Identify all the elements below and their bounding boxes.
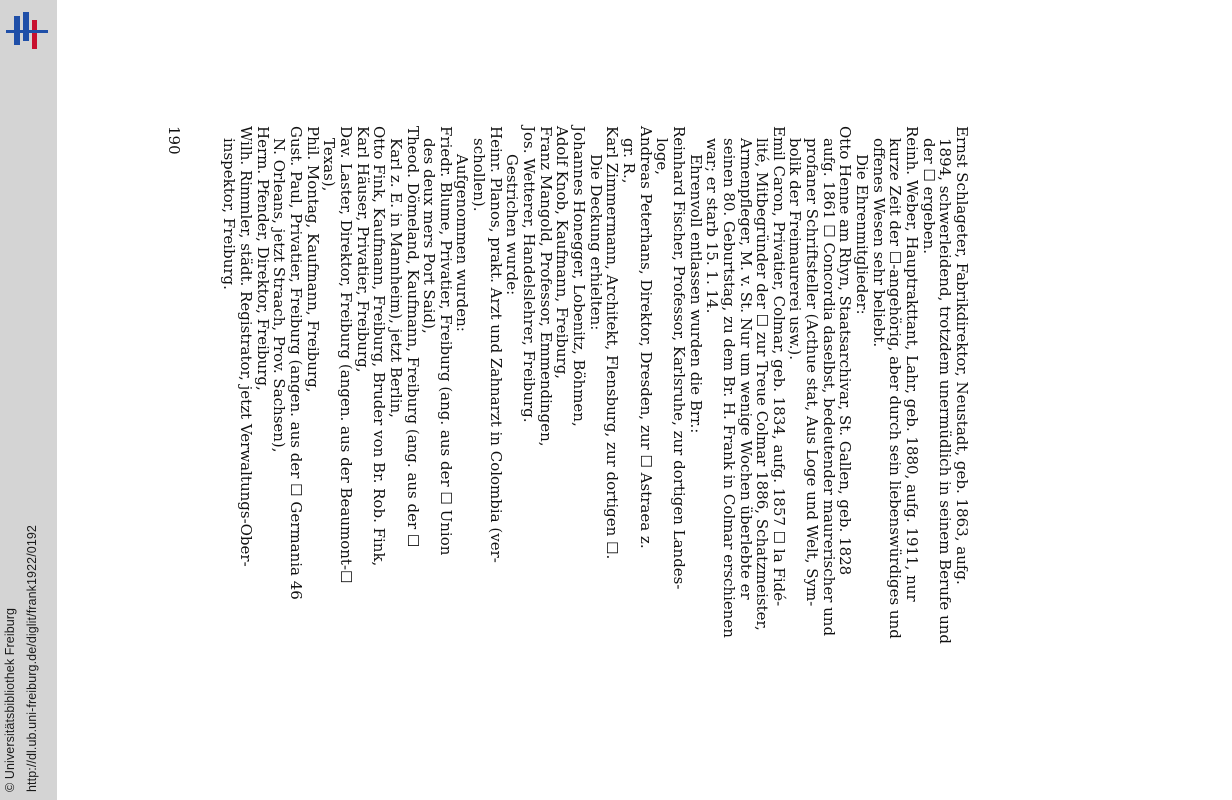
- text-line: Adolf Knob, Kaufmann, Freiburg,: [553, 126, 572, 380]
- text-line: der ☐ ergeben.: [919, 138, 938, 255]
- text-line: 1894, schwerleidend, trotzdem unermüdlich in seinem Berufe und: [936, 138, 955, 644]
- text-line: seinen 80. Geburtstag, zu dem Br. H. Frank in Colmar erschienen: [719, 138, 738, 638]
- text-line: schollen).: [470, 138, 489, 212]
- text-line: Gust. Paul, Privatier, Freiburg (angen. aus der ☐ Germania 46: [287, 126, 305, 600]
- text-line: Wilh. Rimmler, städt. Registrator, jetzt Verwaltungs-Ober-: [237, 126, 256, 567]
- text-line: Karl Häuser, Privatier, Freiburg,: [353, 126, 372, 373]
- text-line: Aufgenommen wurden:: [453, 154, 472, 332]
- text-line: Texas),: [320, 138, 339, 192]
- text-line: offenes Wesen sehr beliebt.: [869, 138, 888, 348]
- text-line: bolik der Freimaurerei usw.).: [786, 138, 805, 361]
- document-url: http://dl.ub.uni-freiburg.de/diglit/frank1922/0192: [25, 525, 39, 792]
- text-line: Herm. Pfender, Direktor, Freiburg,: [253, 126, 272, 391]
- document-page: [164, 126, 971, 716]
- text-line: des deux mers Port Said),: [420, 138, 439, 334]
- text-line: Reinhard Fischer, Professor, Karlsruhe, zur dortigen Landes-: [669, 126, 688, 590]
- text-line: Friedr. Blume, Privatier, Freiburg (ang. aus der ☐ Union: [436, 126, 455, 556]
- text-line: Dav. Laster, Direktor, Freiburg (angen. aus der Beaumont-☐: [336, 126, 355, 584]
- text-line: Otto Fink, Kaufmann, Freiburg, Bruder von Br. Rob. Fink,: [370, 126, 389, 567]
- university-logo-icon: [6, 10, 48, 52]
- text-line: Johannes Honegger, Lobenitz, Böhmen,: [570, 126, 589, 427]
- text-line: Phil. Montag, Kaufmann, Freiburg,: [303, 126, 322, 393]
- page-number: 190: [164, 126, 183, 155]
- text-line: Die Deckung erhielten:: [586, 154, 605, 331]
- text-line: Karl z. E. in Mannheim), jetzt Berlin,: [386, 138, 405, 418]
- copyright-notice: © Universitätsbibliothek Freiburg: [3, 607, 17, 792]
- text-line: Emil Caron, Privatier, Colmar, geb. 1834, aufg. 1857 ☐ la Fidé-: [769, 126, 788, 607]
- text-line: Armenpfleger, M. v. St. Nur um wenige Wochen überlebte er: [736, 138, 755, 600]
- text-line: Heinr. Planos, prakt. Arzt und Zahnarzt in Colombia (ver-: [486, 126, 505, 563]
- text-line: loge,: [653, 138, 672, 176]
- text-line: Karl Zimmermann, Architekt, Flensburg, zur dortigen ☐.: [603, 126, 622, 560]
- text-line: Otto Henne am Rhyn, Staatsarchivar, St. Gallen, geb. 1828: [836, 126, 855, 576]
- sidebar: [0, 0, 57, 800]
- text-line: N. Orleans, jetzt Straach, Prov. Sachsen),: [270, 138, 289, 453]
- text-line: Gestrichen wurde:: [503, 154, 522, 296]
- text-line: aufg. 1861 ☐ Concordia daselbst, bedeutender maurerischer und: [819, 138, 838, 637]
- text-line: gr. R.,: [620, 138, 638, 184]
- text-line: war; er starb 15. 1. 14.: [703, 138, 722, 314]
- text-line: Franz Mangold, Professor, Emmendingen,: [536, 126, 555, 447]
- text-line: Andreas Peterhans, Direktor, Dresden, zur ☐ Astraea z.: [636, 126, 655, 549]
- text-line: Ernst Schlageter, Fabrikdirektor, Neustadt, geb. 1863, aufg.: [953, 126, 971, 585]
- text-line: Theod. Dömeland, Kaufmann, Freiburg (ang. aus der ☐: [403, 126, 422, 548]
- text-line: Ehrenvoll entlassen wurden die Brr.:: [686, 154, 705, 434]
- text-line: Die Ehrenmitglieder:: [853, 154, 872, 315]
- text-line: kurze Zeit der ☐-angehörig, aber durch sein liebenswürdiges und: [886, 138, 905, 639]
- text-line: Jos. Wetterer, Handelslehrer, Freiburg.: [520, 126, 539, 423]
- text-line: lité, Mitbegründer der ☐ zur Treue Colmar 1886, Schatzmeister,: [753, 138, 772, 631]
- text-line: inspektor, Freiburg.: [220, 138, 239, 290]
- text-line: Reinh. Weber, Hauptrakttant, Lahr, geb. 1880, aufg. 1911, nur: [903, 126, 922, 602]
- text-line: profaner Schriftsteller (Acthue stat, Aus Loge und Welt, Sym-: [803, 138, 822, 607]
